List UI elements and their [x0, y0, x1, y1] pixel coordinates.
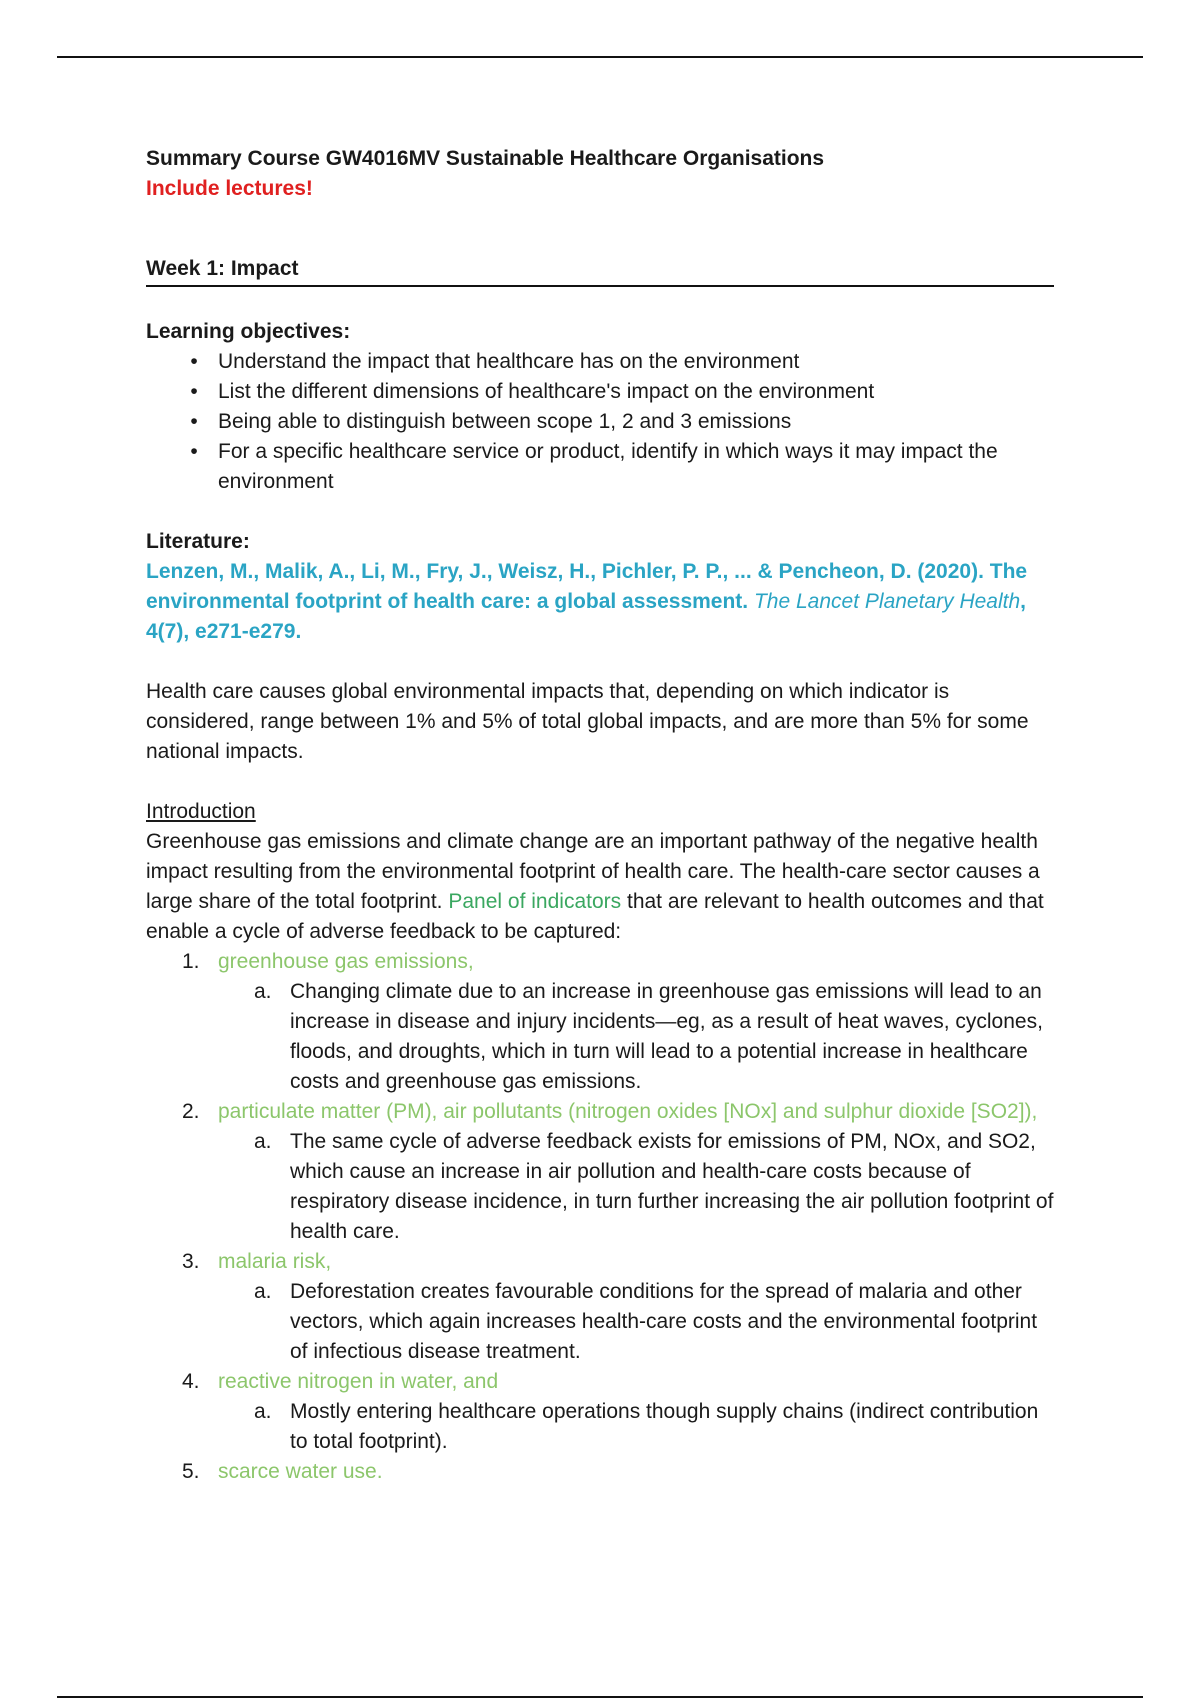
objective-text: List the different dimensions of healthcare's impact on the environment	[218, 380, 875, 403]
indicator-item	[146, 1457, 1056, 1487]
list-item	[218, 977, 1056, 1097]
panel-highlight: Panel of indicators	[448, 890, 622, 913]
indicator-label: reactive nitrogen in water, and	[218, 1370, 499, 1393]
intro-text: Greenhouse gas emissions and climate change are an important pathway of the negative health impact resulting from the environmental footprint of health care. The health-care sector causes a large share of the total footprint.	[146, 830, 1040, 913]
bottom-page-rule	[57, 1696, 1143, 1698]
indicator-list	[146, 947, 1056, 1487]
objective-text: Being able to distinguish between scope 1, 2 and 3 emissions	[218, 410, 792, 433]
objectives-list	[146, 347, 1056, 497]
list-letter: a.	[254, 980, 272, 1003]
indicator-item	[146, 947, 1056, 1097]
objective-text: For a specific healthcare service or product, identify in which ways it may impact the environment	[218, 440, 998, 493]
indicator-item	[146, 1247, 1056, 1367]
bullet-icon: •	[190, 380, 198, 403]
list-number: 3.	[182, 1250, 200, 1273]
list-letter: a.	[254, 1130, 272, 1153]
journal-name: The Lancet Planetary Health	[753, 590, 1021, 613]
indicator-label: greenhouse gas emissions,	[218, 950, 474, 973]
indicator-detail: Mostly entering healthcare operations though supply chains (indirect contribution to total footprint).	[290, 1400, 1039, 1453]
list-letter: a.	[254, 1280, 272, 1303]
list-item	[146, 347, 1056, 377]
list-number: 5.	[182, 1460, 200, 1483]
indicator-detail: Deforestation creates favourable conditions for the spread of malaria and other vectors, which again increases health-care costs and the environmental footprint of infectious disease treatment.	[290, 1280, 1038, 1363]
list-item	[146, 377, 1056, 407]
bullet-icon: •	[190, 350, 198, 373]
indicator-item	[146, 1367, 1056, 1457]
indicator-sublist	[218, 1397, 1056, 1457]
document-title: Summary Course GW4016MV Sustainable Healthcare Organisations	[146, 147, 825, 170]
literature-label: Literature:	[146, 530, 250, 553]
literature-citation[interactable]	[146, 557, 1056, 647]
indicator-detail: The same cycle of adverse feedback exists for emissions of PM, NOx, and SO2, which cause an increase in air pollution and health-care costs because of respiratory disease incidence, in turn further increasing the air pollution footprint of health care.	[290, 1130, 1054, 1243]
reminder-note: Include lectures!	[146, 177, 313, 200]
indicator-sublist	[218, 977, 1056, 1097]
week-heading: Week 1: Impact	[146, 254, 1054, 287]
indicator-sublist	[218, 1127, 1056, 1247]
intro-text: that are relevant to health outcomes and that enable a cycle of adverse feedback to be captured:	[146, 890, 1044, 943]
introduction-heading: Introduction	[146, 800, 256, 823]
indicator-label: particulate matter (PM), air pollutants (nitrogen oxides [NOx] and sulphur dioxide [SO2]),	[218, 1100, 1038, 1123]
list-item	[146, 407, 1056, 437]
list-item	[218, 1277, 1056, 1367]
objective-text: Understand the impact that healthcare has on the environment	[218, 350, 800, 373]
indicator-label: scarce water use.	[218, 1460, 383, 1483]
indicator-detail: Changing climate due to an increase in greenhouse gas emissions will lead to an increase in disease and injury incidents—eg, as a result of heat waves, cyclones, floods, and droughts, which in turn will lead to a potential increase in healthcare costs and greenhouse gas emissions.	[290, 980, 1043, 1093]
summary-paragraph: Health care causes global environmental impacts that, depending on which indicator is considered, range between 1% and 5% of total global impacts, and are more than 5% for some national impacts.	[146, 680, 1029, 763]
list-item	[218, 1127, 1056, 1247]
bullet-icon: •	[190, 410, 198, 433]
list-number: 1.	[182, 950, 200, 973]
indicator-item	[146, 1097, 1056, 1247]
top-page-rule	[57, 56, 1143, 58]
introduction-paragraph	[146, 827, 1056, 947]
list-letter: a.	[254, 1400, 272, 1423]
list-number: 4.	[182, 1370, 200, 1393]
indicator-label: malaria risk,	[218, 1250, 332, 1273]
citation-volume: , 4(7), e271-e279.	[146, 590, 1026, 643]
indicator-sublist	[218, 1277, 1056, 1367]
citation-text: Lenzen, M., Malik, A., Li, M., Fry, J., Weisz, H., Pichler, P. P., ... & Pencheon, D. (2020). The environmental footprint of health care: a global assessment.	[146, 560, 1028, 613]
list-item	[146, 437, 1056, 497]
list-number: 2.	[182, 1100, 200, 1123]
bullet-icon: •	[190, 440, 198, 463]
objectives-label: Learning objectives:	[146, 320, 351, 343]
list-item	[218, 1397, 1056, 1457]
document-body	[146, 144, 1056, 1487]
